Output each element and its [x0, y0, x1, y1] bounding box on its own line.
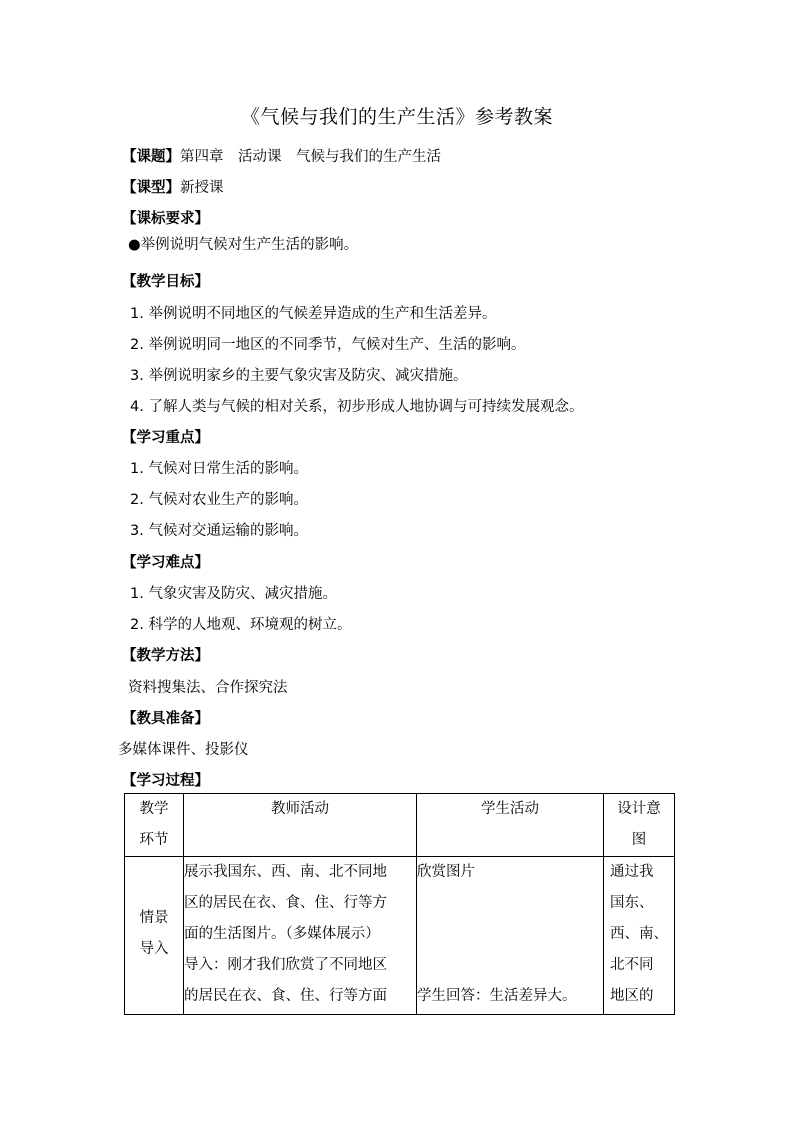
header-student-activity: 学生活动	[417, 794, 604, 857]
key-point-item-2: 2. 气候对农业生产的影响。	[130, 492, 308, 508]
document-title: 《气候与我们的生产生活》参考教案	[240, 106, 553, 128]
table-row	[125, 857, 675, 1015]
methods-value: 资料搜集法、合作探究法	[128, 680, 288, 696]
header-stage: 教学 环节	[125, 794, 184, 857]
objective-item-3: 3. 举例说明家乡的主要气象灾害及防灾、减灾措施。	[130, 368, 468, 384]
header-design-intent: 设计意 图	[604, 794, 675, 857]
objectives-heading: 【教学目标】	[122, 274, 209, 290]
difficulty-item-1: 1. 气象灾害及防灾、减灾措施。	[130, 586, 337, 602]
row-stage: 情景 导入	[125, 857, 184, 1015]
topic-line	[122, 145, 441, 166]
standards-item: ●举例说明气候对生产生活的影响。	[128, 237, 359, 253]
difficulties-heading: 【学习难点】	[122, 555, 209, 571]
lesson-type-value: 新授课	[180, 180, 224, 196]
objective-item-4: 4. 了解人类与气候的相对关系，初步形成人地协调与可持续发展观念。	[130, 399, 584, 415]
row-design-intent: 通过我 国东、 西、南、 北不同 地区的	[604, 857, 675, 1015]
key-point-item-3: 3. 气候对交通运输的影响。	[130, 523, 308, 539]
difficulty-item-2: 2. 科学的人地观、环境观的树立。	[130, 617, 352, 633]
standards-heading: 【课标要求】	[122, 211, 209, 227]
process-heading: 【学习过程】	[122, 773, 209, 789]
row-student-activity: 欣赏图片 学生回答：生活差异大。	[417, 857, 604, 1015]
topic-value: 第四章 活动课 气候与我们的生产生活	[180, 149, 441, 165]
methods-heading: 【教学方法】	[122, 648, 209, 664]
lesson-type-line	[122, 176, 224, 197]
lesson-type-label: 【课型】	[122, 180, 180, 196]
key-points-heading: 【学习重点】	[122, 430, 209, 446]
key-point-item-1: 1. 气候对日常生活的影响。	[130, 461, 308, 477]
header-teacher-activity: 教师活动	[184, 794, 417, 857]
topic-label: 【课题】	[122, 149, 180, 165]
row-teacher-activity: 展示我国东、西、南、北不同地 区的居民在衣、食、住、行等方 面的生活图片。（多媒体展示） 导入：刚才我们欣赏了不同地区 的居民在衣、食、住、行等方面	[184, 857, 417, 1015]
table-header-row	[125, 794, 675, 857]
materials-heading: 【教具准备】	[122, 711, 209, 727]
process-table	[124, 793, 675, 1015]
objective-item-1: 1. 举例说明不同地区的气候差异造成的生产和生活差异。	[130, 306, 497, 322]
objective-item-2: 2. 举例说明同一地区的不同季节，气候对生产、生活的影响。	[130, 337, 526, 353]
materials-value: 多媒体课件、投影仪	[118, 742, 249, 758]
